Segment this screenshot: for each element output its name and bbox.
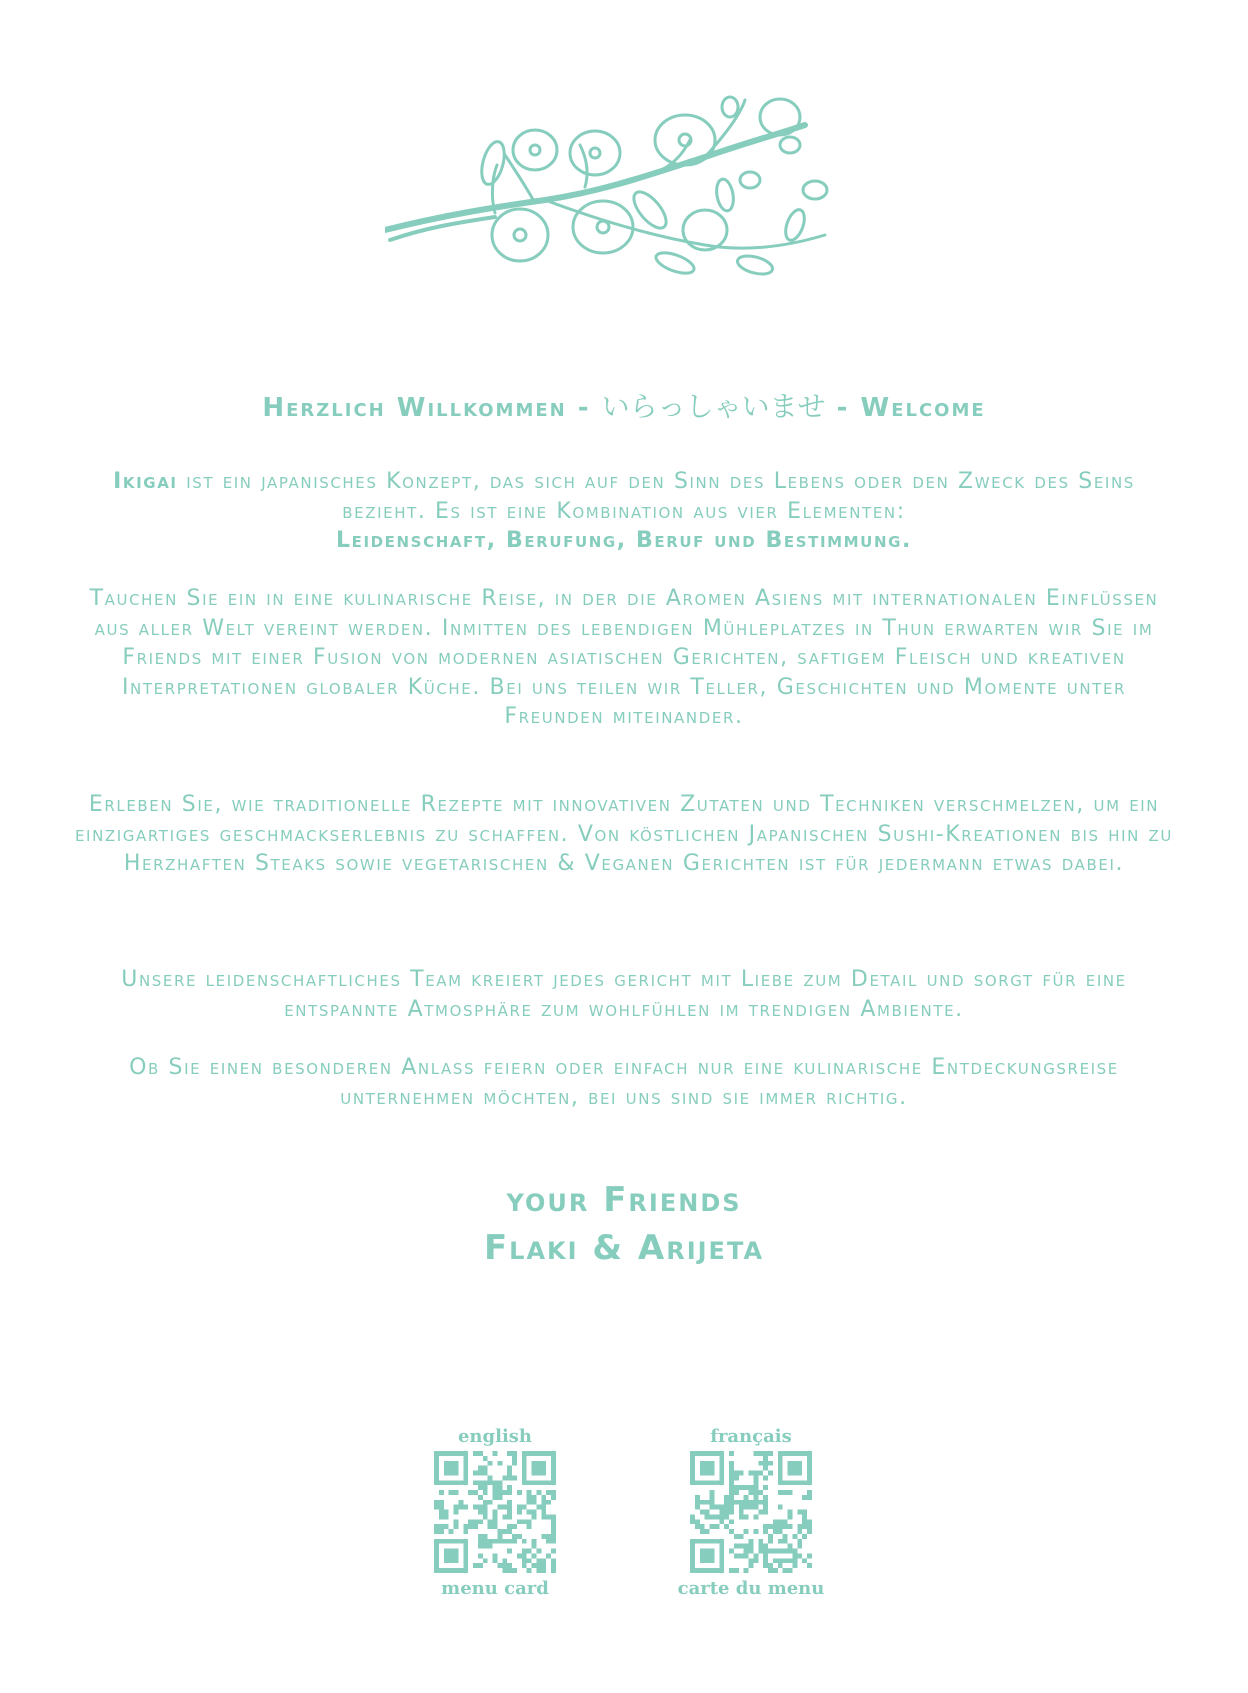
- welcome-heading-japanese: いらっしゃいませ: [601, 390, 826, 423]
- signature-line-1: your Friends: [506, 1180, 742, 1220]
- qr-french-bottom-label: carte du menu: [677, 1578, 825, 1599]
- qr-english-menu[interactable]: [410, 1425, 580, 1601]
- qr-code-icon[interactable]: [434, 1451, 556, 1573]
- qr-code-icon[interactable]: [690, 1451, 812, 1573]
- qr-english-top-label: english: [457, 1426, 533, 1447]
- welcome-heading: [0, 385, 1248, 425]
- intro-paragraph: [70, 467, 1178, 556]
- welcome-heading-english: - Welcome: [825, 393, 986, 423]
- intro-text: ist ein japanisches Konzept, das sich auf den Sinn des Lebens oder den Zweck des Seins bezieht. Es ist eine Kombination aus vier Elementen:: [177, 469, 1135, 524]
- ikigai-elements: Leidenschaft, Berufung, Beruf und Bestimmung.: [335, 528, 912, 553]
- qr-french-top-label: français: [710, 1426, 792, 1447]
- ikigai-term: Ikigai: [113, 469, 178, 494]
- occasion-paragraph: Ob Sie einen besonderen Anlass feiern oder einfach nur eine kulinarische Entdeckungsreise unternehmen möchten, bei uns sind sie immer richtig.: [129, 1055, 1119, 1110]
- team-paragraph: Unsere leidenschaftliches Team kreiert jedes gericht mit Liebe zum Detail und sorgt für eine entspannte Atmosphäre zum wohlfühlen im trendigen Ambiente.: [121, 967, 1127, 1022]
- culinary-journey-paragraph: Tauchen Sie ein in eine kulinarische Reise, in der die Aromen Asiens mit internationalen Einflüssen aus aller Welt vereint werden. Inmitten des lebendigen Mühleplatzes in Thun erwarten wir Sie im Friends mit einer Fusion von modernen asiatischen Gerichten, saftigem Fleisch und kreativen Interpretationen globaler Küche. Bei uns teilen wir Teller, Geschichten und Momente unter Freunden miteinander.: [89, 586, 1159, 729]
- recipes-paragraph: Erleben Sie, wie traditionelle Rezepte mit innovativen Zutaten und Techniken verschmelzen, um ein einzigartiges geschmackserlebnis zu schaffen. Von köstlichen Japanischen Sushi-Kreationen bis hin zu Herzhaften Steaks sowie vegetarischen & Veganen Gerichten ist für jedermann etwas dabei.: [74, 792, 1174, 876]
- qr-french-menu[interactable]: [666, 1425, 836, 1601]
- signature-line-2: Flaki & Arijeta: [483, 1228, 765, 1268]
- qr-english-bottom-label: menu card: [441, 1578, 549, 1599]
- cherry-blossom-branch-icon: [385, 95, 865, 305]
- welcome-heading-german: Herzlich Willkommen -: [262, 393, 602, 423]
